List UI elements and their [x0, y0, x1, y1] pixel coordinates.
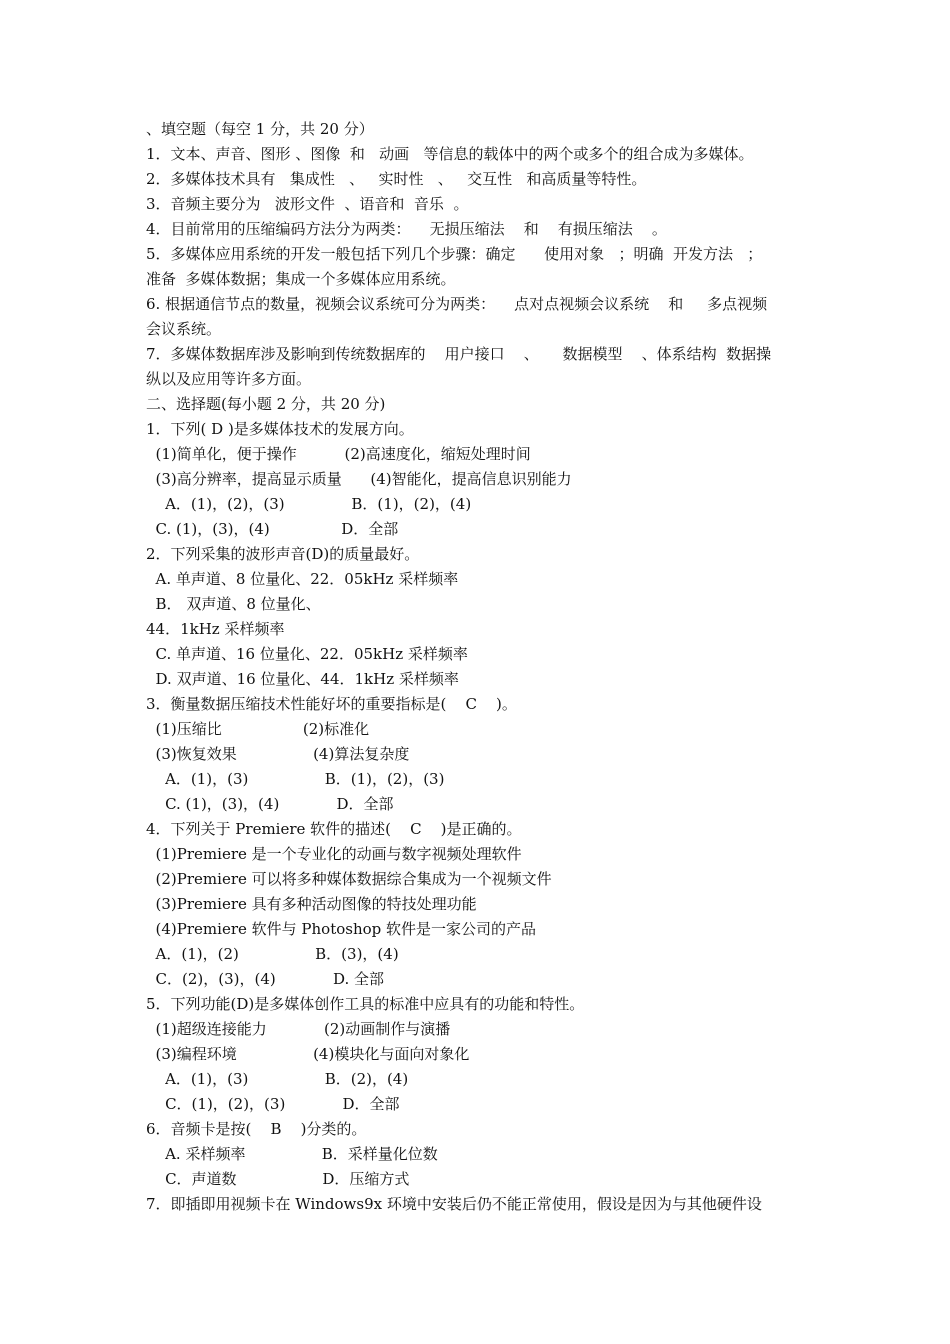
choice-q6-option: C．声道数 D．压缩方式 — [146, 1170, 410, 1188]
choice-q1-option: C. (1)，(3)，(4) D．全部 — [146, 520, 399, 538]
choice-q3-item: (3)恢复效果 (4)算法复杂度 — [146, 745, 410, 763]
fill-question-3: 3．音频主要分为 波形文件 、语音和 音乐 。 — [146, 195, 469, 213]
section-1-heading: 、填空题（每空 1 分，共 20 分） — [146, 120, 374, 138]
choice-q3-item: (1)压缩比 (2)标准化 — [146, 720, 370, 738]
choice-question-6: 6．音频卡是按( B )分类的。 — [146, 1120, 367, 1138]
choice-q2-option: D. 双声道、16 位量化、44．1kHz 采样频率 — [146, 670, 459, 688]
fill-question-5: 5．多媒体应用系统的开发一般包括下列几个步骤：确定 使用对象 ；明确 开发方法 ； — [146, 245, 763, 263]
choice-q4-item: (2)Premiere 可以将多种媒体数据综合集成为一个视频文件 — [146, 870, 552, 888]
choice-q1-item: (3)高分辨率，提高显示质量 (4)智能化，提高信息识别能力 — [146, 470, 572, 488]
choice-q4-item: (3)Premiere 具有多种活动图像的特技处理功能 — [146, 895, 477, 913]
choice-q5-item: (1)超级连接能力 (2)动画制作与演播 — [146, 1020, 451, 1038]
choice-question-7: 7．即插即用视频卡在 Windows9x 环境中安装后仍不能正常使用，假设是因为与其他硬件设 — [146, 1195, 762, 1213]
choice-q2-option: A. 单声道、8 位量化、22．05kHz 采样频率 — [146, 570, 459, 588]
choice-q2-option: B． 双声道、8 位量化、 — [146, 595, 321, 613]
fill-question-5-cont: 准备 多媒体数据；集成一个多媒体应用系统。 — [146, 270, 456, 288]
choice-q4-option: C．(2)，(3)，(4) D. 全部 — [146, 970, 385, 988]
choice-question-1: 1．下列( D )是多媒体技术的发展方向。 — [146, 420, 414, 438]
choice-q2-option: C. 单声道、16 位量化、22．05kHz 采样频率 — [146, 645, 468, 663]
choice-question-3: 3．衡量数据压缩技术性能好坏的重要指标是( C )。 — [146, 695, 517, 713]
choice-q1-item: (1)简单化，便于操作 (2)高速度化，缩短处理时间 — [146, 445, 531, 463]
choice-question-4: 4．下列关于 Premiere 软件的描述( C )是正确的。 — [146, 820, 522, 838]
fill-question-6: 6. 根据通信节点的数量，视频会议系统可分为两类： 点对点视频会议系统 和 多点视频 — [146, 295, 768, 313]
choice-q4-item: (4)Premiere 软件与 Photoshop 软件是一家公司的产品 — [146, 920, 537, 938]
choice-q1-option: A．(1)，(2)，(3) B．(1)，(2)，(4) — [146, 495, 472, 513]
choice-q3-option: A．(1)，(3) B．(1)，(2)，(3) — [146, 770, 445, 788]
fill-question-7: 7．多媒体数据库涉及影响到传统数据库的 用户接口 、 数据模型 、体系结构 数据操 — [146, 345, 772, 363]
fill-question-2: 2．多媒体技术具有 集成性 、 实时性 、 交互性 和高质量等特性。 — [146, 170, 647, 188]
fill-question-6-cont: 会议系统。 — [146, 320, 222, 338]
fill-question-7-cont: 纵以及应用等许多方面。 — [146, 370, 312, 388]
choice-question-5: 5．下列功能(D)是多媒体创作工具的标准中应具有的功能和特性。 — [146, 995, 585, 1013]
choice-q5-option: A．(1)，(3) B．(2)，(4) — [146, 1070, 409, 1088]
choice-q4-item: (1)Premiere 是一个专业化的动画与数字视频处理软件 — [146, 845, 522, 863]
fill-question-4: 4．目前常用的压缩编码方法分为两类： 无损压缩法 和 有损压缩法 。 — [146, 220, 667, 238]
choice-q5-item: (3)编程环境 (4)模块化与面向对象化 — [146, 1045, 470, 1063]
section-2-heading: 二、选择题(每小题 2 分，共 20 分) — [146, 395, 386, 413]
choice-q3-option: C. (1)，(3)，(4) D．全部 — [146, 795, 394, 813]
choice-q5-option: C．(1)，(2)，(3) D．全部 — [146, 1095, 400, 1113]
choice-q2-option-cont: 44．1kHz 采样频率 — [146, 620, 285, 638]
choice-q4-option: A．(1)，(2) B．(3)，(4) — [146, 945, 399, 963]
choice-question-2: 2．下列采集的波形声音(D)的质量最好。 — [146, 545, 420, 563]
choice-q6-option: A. 采样频率 B．采样量化位数 — [146, 1145, 438, 1163]
fill-question-1: 1．文本、声音、图形 、图像 和 动画 等信息的载体中的两个或多个的组合成为多媒体。 — [146, 145, 754, 163]
